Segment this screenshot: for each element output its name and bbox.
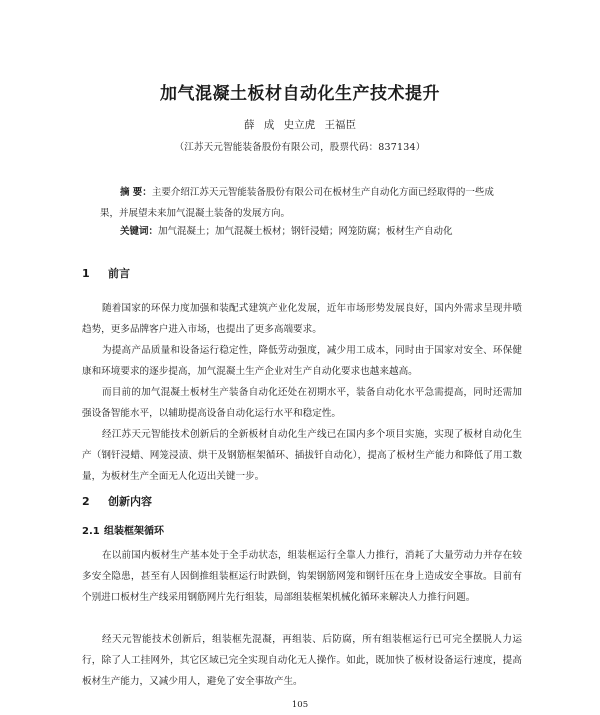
body-paragraph: 经天元智能技术创新后，组装框先混凝，再组装、后防腐，所有组装框运行已可完全摆脱人力运行，除了人工挂网外，其它区域已完全实现自动化无人操作。如此，既加快了板材设备运行速度，提高板材生产能力，又减少用人，避免了安全事故产生。 (82, 634, 522, 687)
subsection-title: 组装框架循环 (104, 526, 164, 537)
body-paragraph: 随着国家的环保力度加强和装配式建筑产业化发展，近年市场形势发展良好，国内外需求呈现井喷趋势，更多品牌客户进入市场，也提出了更多高端要求。 (82, 303, 522, 335)
body-paragraph: 而目前的加气混凝土板材生产装备自动化还处在初期水平，装备自动化水平急需提高，同时还需加强设备智能水平，以辅助提高设备自动化运行水平和稳定性。 (82, 387, 522, 419)
section-heading (82, 265, 130, 281)
paper-title: 加气混凝土板材自动化生产技术提升 (160, 84, 440, 104)
subsection-number: 2.1 (82, 526, 100, 537)
page-number: 105 (291, 700, 309, 710)
section-title: 创新内容 (108, 495, 152, 508)
keywords (120, 223, 520, 237)
body-paragraph: 为提高产品质量和设备运行稳定性，降低劳动强度，减少用工成本，同时由于国家对安全、环保健康和环境要求的逐步提高，加气混凝土生产企业对生产自动化要求也越来越高。 (82, 345, 522, 377)
author-affiliation: （江苏天元智能装备股份有限公司，股票代码：837134） (174, 142, 426, 153)
abstract-label: 摘 要： (120, 187, 152, 198)
section-number: 1 (82, 267, 90, 280)
body-paragraph: 在以前国内板材生产基本处于全手动状态，组装框运行全靠人力推行，消耗了大量劳动力并存在较多安全隐患，甚至有人因倒推组装框运行时跌倒，钩架钢筋网笼和钢钎压在身上造成安全事故。目前有个别进口板材生产线采用钢筋网片先行组装，局部组装框架机械化循环来解决人力推行问题。 (82, 550, 522, 603)
section-title: 前言 (108, 267, 130, 280)
section-heading (82, 493, 152, 509)
keywords-label: 关键词： (120, 226, 159, 237)
abstract-text: 主要介绍江苏天元智能装备股份有限公司在板材生产自动化方面已经取得的一些成果，并展望未来加气混凝土装备的发展方向。 (100, 187, 494, 219)
section-number: 2 (82, 495, 90, 508)
keywords-text: 加气混凝土；加气混凝土板材；钢钎浸蜡；网笼防腐；板材生产自动化 (158, 226, 453, 237)
author-list: 薛 成 史立虎 王福臣 (243, 119, 356, 131)
body-paragraph: 经江苏天元智能技术创新后的全新板材自动化生产线已在国内多个项目实施，实现了板材自动化生产（钢钎浸蜡、网笼浸渍、烘干及钢筋框架循环、插拔钎自动化），提高了板材生产能力和降低了用工数量，为板材生产全面无人化迈出关键一步。 (82, 429, 522, 482)
subsection-heading (82, 522, 164, 537)
abstract (100, 182, 508, 224)
